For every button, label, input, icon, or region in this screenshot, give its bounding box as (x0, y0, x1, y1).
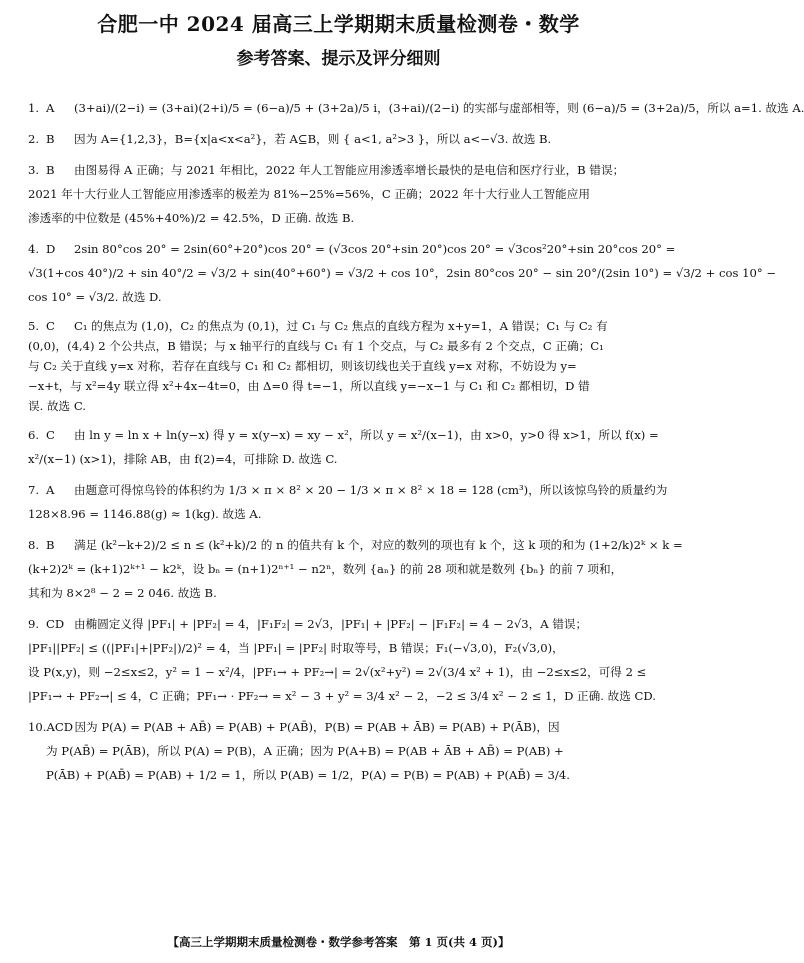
answer-choice: C (46, 428, 55, 442)
answer-item-8 (28, 533, 683, 605)
question-number: 1. (28, 101, 40, 115)
explanation-line: 为 P(AB̄) = P(ĀB)，所以 P(A) = P(B)，A 正确；因为 P(A+B) = P(AB + ĀB + AB̄) = P(AB) + (46, 744, 564, 758)
answer-item-7 (28, 478, 668, 526)
explanation-line: 因为 A={1,2,3}，B={x|a<x<a²}，若 A⊆B，则 { a<1, a²>3 }，所以 a<−√3. 故选 B. (74, 132, 552, 146)
answer-item-2 (28, 127, 652, 151)
answer-item-10 (28, 715, 652, 787)
answer-choice: B (46, 163, 55, 177)
explanation-line: (k+2)2ᵏ = (k+1)2ᵏ⁺¹ − k2ᵏ，设 bₙ = (n+1)2ⁿ⁺¹ − n2ⁿ，数列 {aₙ} 的前 28 项和就是数列 {bₙ} 的前 7 项和， (28, 562, 623, 576)
explanation-line: 由 ln y = ln x + ln(y−x) 得 y = x(y−x) = xy − x²，所以 y = x²/(x−1)，由 x>0，y>0 得 x>1，所以 f(x) = (74, 428, 659, 442)
answer-item-3 (28, 158, 652, 230)
explanation-line: 设 P(x,y)，则 −2≤x≤2，y² = 1 − x²/4，|PF₁→ + PF₂→| = 2√(x²+y²) = 2√(3/4 x² + 1)，由 −2≤x≤2，可得 2 ≤ (28, 665, 647, 679)
answer-choice: B (46, 538, 55, 552)
answer-choice: ACD (46, 720, 73, 734)
explanation-line: 误. 故选 C. (28, 399, 86, 413)
question-number: 5. (28, 319, 40, 333)
explanation-line: 满足 (k²−k+2)/2 ≤ n ≤ (k²+k)/2 的 n 的值共有 k 个，对应的数列的项也有 k 个，这 k 项的和为 (1+2/k)2ᵏ × k = (74, 538, 683, 552)
question-number: 3. (28, 163, 40, 177)
explanation-line: 128×8.96 = 1146.88(g) ≈ 1(kg). 故选 A. (28, 507, 262, 521)
explanation-line: (0,0)，(4,4) 2 个公共点，B 错误；与 x 轴平行的直线与 C₁ 有 1 个交点，与 C₂ 最多有 2 个交点，C 正确；C₁ (28, 339, 604, 353)
page-title: 合肥一中 2024 届高三上学期期末质量检测卷・数学 (97, 12, 580, 36)
explanation-line: 由图易得 A 正确；与 2021 年相比，2022 年人工智能应用渗透率增长最快的是电信和医疗行业，B 错误； (74, 163, 625, 177)
explanation-line: (3+ai)/(2−i) = (3+ai)(2+i)/5 = (6−a)/5 + (3+2a)/5 i，(3+ai)/(2−i) 的实部与虚部相等，则 (6−a)/5 = (3+2a)/5，所以 a=1. 故选 A. (74, 101, 804, 115)
question-number: 10. (28, 720, 47, 734)
explanation-line: 由椭圆定义得 |PF₁| + |PF₂| = 4，|F₁F₂| = 2√3，|PF₁| + |PF₂| − |F₁F₂| = 4 − 2√3，A 错误； (74, 617, 588, 631)
explanation-line: 因为 P(A) = P(AB + AB̄) = P(AB) + P(AB̄)，P(B) = P(AB + ĀB) = P(AB) + P(ĀB)，因 (74, 720, 560, 734)
answer-choice: D (46, 242, 56, 256)
explanation-line: 2sin 80°cos 20° = 2sin(60°+20°)cos 20° = (√3cos 20°+sin 20°)cos 20° = √3cos²20°+sin 20°cos 20° = (74, 242, 676, 256)
explanation-line: 与 C₂ 关于直线 y=x 对称，若存在直线与 C₁ 和 C₂ 都相切，则该切线也关于直线 y=x 对称，不妨设为 y= (28, 359, 577, 373)
question-number: 8. (28, 538, 40, 552)
answer-item-5 (28, 316, 652, 416)
question-number: 6. (28, 428, 40, 442)
answer-choice: A (46, 483, 55, 497)
answer-item-1 (28, 96, 804, 120)
explanation-line: x²/(x−1) (x>1)，排除 AB，由 f(2)=4，可排除 D. 故选 C. (28, 452, 338, 466)
answer-choice: B (46, 132, 55, 146)
explanation-line: 由题意可得惊鸟铃的体积约为 1/3 × π × 8² × 20 − 1/3 × π × 8² × 18 = 128 (cm³)，所以该惊鸟铃的质量约为 (74, 483, 668, 497)
explanation-line: 其和为 8×2⁸ − 2 = 2 046. 故选 B. (28, 586, 217, 600)
explanation-line: C₁ 的焦点为 (1,0)，C₂ 的焦点为 (0,1)，过 C₁ 与 C₂ 焦点的直线方程为 x+y=1，A 错误；C₁ 与 C₂ 有 (74, 319, 608, 333)
question-number: 9. (28, 617, 40, 631)
explanation-line: √3(1+cos 40°)/2 + sin 40°/2 = √3/2 + sin(40°+60°) = √3/2 + cos 10°，2sin 80°cos 20° − sin 20°/(2sin 10°) = √3/2 + cos 10° − (28, 266, 777, 280)
explanation-line: |PF₁→ + PF₂→| ≤ 4，C 正确；PF₁→ · PF₂→ = x² − 3 + y² = 3/4 x² − 2，−2 ≤ 3/4 x² − 2 ≤ 1，D 正确. 故选 CD. (28, 689, 656, 703)
answer-list (28, 96, 804, 794)
answer-choice: A (46, 101, 55, 115)
answer-item-4 (28, 237, 777, 309)
answer-choice: CD (46, 617, 65, 631)
explanation-line: 渗透率的中位数是 (45%+40%)/2 = 42.5%，D 正确. 故选 B. (28, 211, 355, 225)
explanation-line: 2021 年十大行业人工智能应用渗透率的极差为 81%−25%=56%，C 正确；2022 年十大行业人工智能应用 (28, 187, 590, 201)
answer-item-6 (28, 423, 659, 471)
page-subtitle: 参考答案、提示及评分细则 (236, 49, 441, 69)
explanation-line: |PF₁||PF₂| ≤ ((|PF₁|+|PF₂|)/2)² = 4，当 |PF₁| = |PF₂| 时取等号，B 错误；F₁(−√3,0)，F₂(√3,0)， (28, 641, 564, 655)
page-footer: 【高三上学期期末质量检测卷・数学参考答案 第 1 页(共 4 页)】 (167, 935, 510, 949)
explanation-line: −x+t，与 x²=4y 联立得 x²+4x−4t=0，由 Δ=0 得 t=−1，所以直线 y=−x−1 与 C₁ 和 C₂ 都相切，D 错 (28, 379, 590, 393)
question-number: 7. (28, 483, 40, 497)
explanation-line: cos 10° = √3/2. 故选 D. (28, 290, 162, 304)
answer-choice: C (46, 319, 55, 333)
question-number: 4. (28, 242, 40, 256)
explanation-line: P(ĀB) + P(AB̄) = P(AB) + 1/2 = 1，所以 P(AB) = 1/2，P(A) = P(B) = P(AB) + P(AB̄) = 3/4. (46, 768, 570, 782)
answer-item-9 (28, 612, 656, 708)
question-number: 2. (28, 132, 40, 146)
